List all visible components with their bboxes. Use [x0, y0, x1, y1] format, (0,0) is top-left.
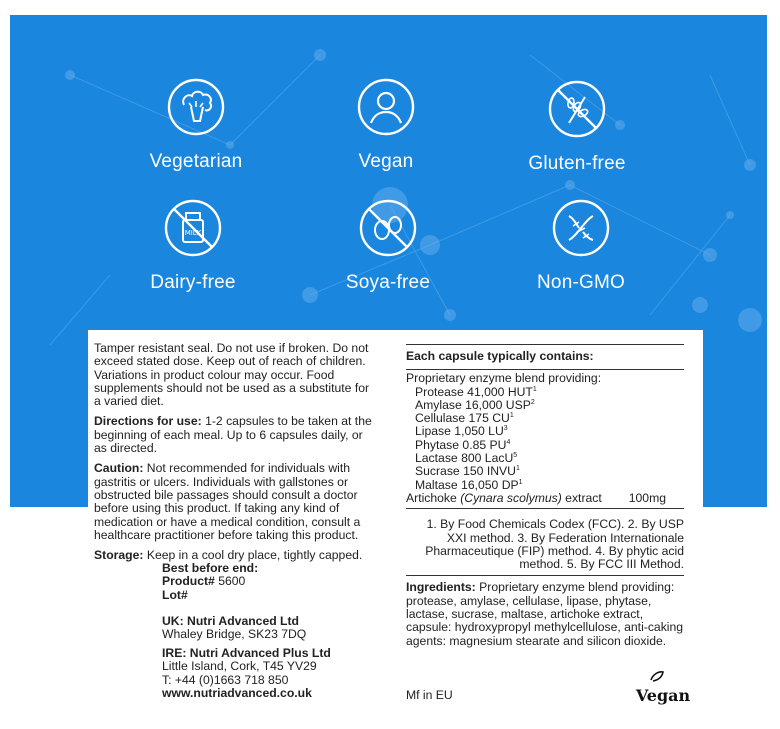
divider [406, 508, 684, 509]
product-number-value: 5600 [214, 574, 246, 589]
badge-label: Soya-free [345, 272, 431, 293]
dna-icon [551, 198, 611, 258]
badge-dairy-free [93, 198, 293, 294]
artichoke-amount: 100mg [628, 490, 666, 505]
enzyme-row: Maltase 16,050 $DP^1$ [415, 477, 523, 492]
contents-heading: Each capsule typically contains: [406, 349, 594, 363]
badge-label: Non-GMO [537, 272, 625, 293]
enzyme-row: Amylase 16,000 USP$^2$ [415, 397, 535, 412]
enzyme-row: Phytase 0.85 $PU^4$ [415, 437, 511, 452]
caution-label: Caution: [94, 461, 144, 476]
ire-location: Little Island, Cork, T45 YV29 [162, 659, 317, 674]
ingredients [406, 581, 684, 647]
ire-company: IRE: Nutri Advanced Plus Ltd [162, 646, 331, 660]
badge-label: Dairy-free [150, 272, 236, 293]
directions [94, 415, 372, 455]
footnotes: 1. By Food Chemicals Codex (FCC). 2. By USP XXI method. 3. By Federation Internationale Pharmaceutique (FIP) method. 4. By phytic acid method. 5. By FCC III Method. [425, 517, 684, 572]
blend-label: Proprietary enzyme blend providing: [406, 371, 602, 386]
warning-text: Tamper resistant seal. Do not use if broken. Do not exceed stated dose. Keep out of reach of children. Variations in product colour may occur. Food supplements should not be used as a substitute for a varied diet. [94, 341, 370, 409]
enzyme-row: Lactase 800 LacU$^5$ [415, 451, 518, 466]
wheat-crossed-icon [547, 79, 607, 139]
divider [406, 369, 684, 370]
artichoke-row: Artichoke (Cynara scolymus) extract 100mg [406, 492, 684, 505]
phone-number: T: +44 (0)1663 718 850 [162, 672, 289, 687]
storage-label: Storage: [94, 548, 144, 563]
latin-name: (Cynara scolymus) [460, 490, 562, 505]
badge-soya-free [288, 198, 488, 294]
person-icon [356, 77, 416, 137]
badge-vegetarian [96, 77, 296, 173]
divider [406, 575, 684, 576]
badge-gluten-free [477, 79, 677, 175]
vegan-logo [633, 668, 693, 708]
ire-address [162, 647, 382, 700]
batch-info [162, 562, 382, 602]
soybean-crossed-icon [358, 198, 418, 258]
enzyme-row: Lipase 1,050 $LU^3$ [415, 424, 508, 439]
ingredients-text: Proprietary enzyme blend providing: protease, amylase, cellulase, lipase, phytase, lactase, sucrase, maltase, artichoke extract, capsule: hydroxypropyl methylcellulose, anti-caking agents: magnesium stearate and silicon dioxide. [406, 580, 684, 648]
best-before-label: Best before end: [162, 561, 259, 575]
directions-text: 1-2 capsules to be taken at the beginning of each meal. Up to 6 capsules daily, or as directed. [94, 414, 372, 456]
label-panel [88, 330, 703, 729]
enzyme-row: Cellulase 175 $CU^1$ [415, 411, 514, 426]
uk-location: Whaley Bridge, SK23 7DQ [162, 627, 307, 642]
right-column [406, 344, 684, 648]
svg-text:MILK: MILK [184, 229, 202, 237]
storage-text: Keep in a cool dry place, tightly capped. [143, 548, 363, 563]
divider [406, 344, 684, 345]
badge-label: Gluten-free [528, 153, 626, 174]
ingredients-label: Ingredients: [406, 580, 476, 595]
badge-non-gmo [481, 198, 681, 294]
directions-label: Directions for use: [94, 414, 202, 429]
badge-label: Vegan [358, 151, 414, 172]
product-number-label: Product# [162, 574, 215, 589]
milk-crossed-icon [163, 198, 223, 258]
enzyme-row: Sucrase 150 INVU$^1$ [415, 464, 520, 479]
made-in-text: Mf in EU [406, 688, 453, 702]
caution [94, 462, 372, 542]
uk-company: UK: Nutri Advanced Ltd [162, 614, 299, 628]
caution-text: Not recommended for individuals with gastritis or ulcers. Individuals with gallstones or obstructed bile passages should consult a doctor before using this product. If taking any kind of medication or have a medical condition, consult a healthcare practitioner before taking this product. [94, 461, 361, 542]
enzyme-row: Protease 41,000 HUT$^1$ [415, 384, 537, 399]
badge-vegan [286, 77, 486, 173]
badge-label: Vegetarian [149, 151, 243, 172]
uk-address [162, 615, 382, 642]
lot-label: Lot# [162, 587, 188, 602]
website: www.nutriadvanced.co.uk [162, 685, 312, 700]
broccoli-icon [166, 77, 226, 137]
enzyme-list [406, 386, 684, 492]
vegan-logo-text: Vegan [635, 686, 691, 705]
left-column [94, 342, 372, 569]
